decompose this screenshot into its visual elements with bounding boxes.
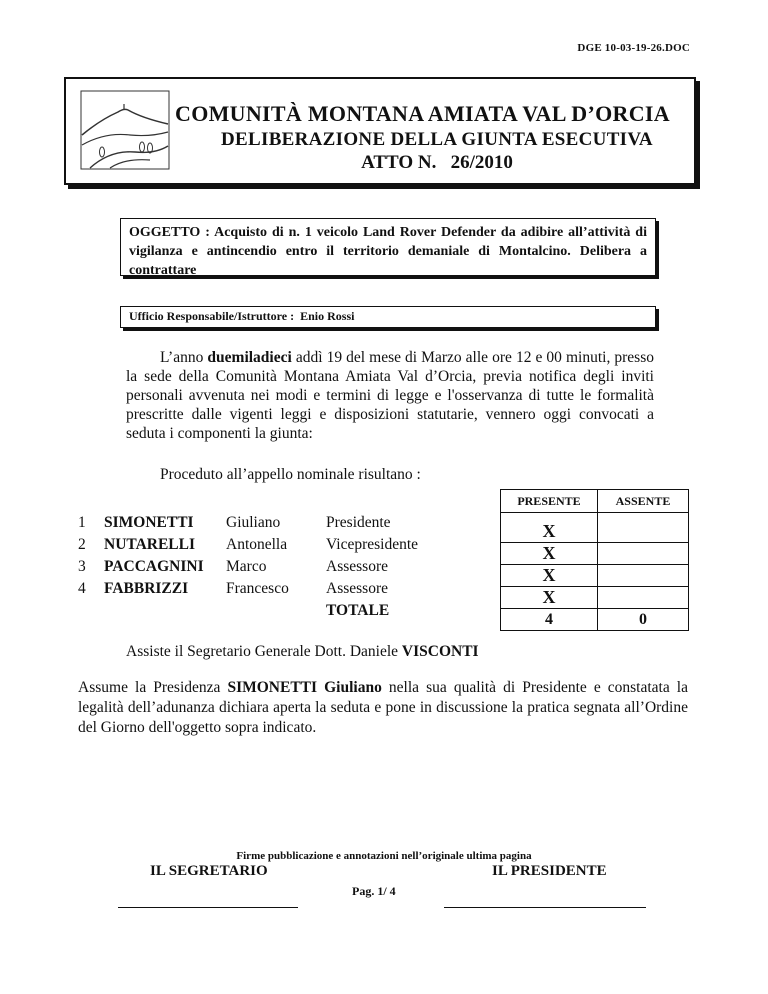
member-first-name: Antonella	[226, 536, 288, 553]
presente-header: PRESENTE	[501, 490, 598, 513]
landscape-logo	[80, 90, 170, 170]
member-row	[78, 554, 450, 576]
intro-part1: L’anno	[160, 349, 208, 366]
member-surname: SIMONETTI	[104, 514, 194, 531]
deliberation-title: DELIBERAZIONE DELLA GIUNTA ESECUTIVA	[221, 129, 653, 150]
member-number: 2	[78, 536, 86, 553]
member-row	[78, 510, 450, 532]
presente-mark: X	[501, 587, 598, 609]
member-first-name: Marco	[226, 558, 267, 575]
member-number: 4	[78, 580, 86, 597]
assiste-text: Assiste il Segretario Generale Dott. Daniele	[126, 643, 402, 660]
member-role: Vicepresidente	[326, 536, 419, 553]
members-table	[78, 510, 450, 620]
intro-part2: addì 19 del mese di Marzo alle ore 12 e 00 minuti, presso la sede della Comunità Montana Amiata Val d’Orcia, previa notifica degli inviti personali avvenuta nei modi e termini di legge e l'osservanza di tutte le formalità prescritte dalle vigenti leggi e disposizioni statutarie, vennero oggi convocati a seduta i componenti la giunta:	[126, 349, 655, 442]
member-first-name: Francesco	[226, 580, 289, 597]
assente-header: ASSENTE	[598, 490, 689, 513]
secretary-name: VISCONTI	[401, 643, 479, 660]
member-first-name: Giuliano	[226, 514, 281, 531]
presente-mark: X	[501, 565, 598, 587]
assente-mark	[598, 587, 689, 609]
assume-part2: nella sua qualità di Presidente e constatata la legalità dell’adunanza dichiara aperta la seduta e pone in discussione la pratica segnata all’Ordine del Giorno dell'oggetto sopra indicato.	[78, 679, 688, 736]
member-surname: PACCAGNINI	[104, 558, 204, 575]
assume-part1: Assume la Presidenza	[78, 679, 228, 696]
member-number: 1	[78, 514, 86, 531]
total-assente: 0	[598, 609, 689, 631]
total-row	[78, 598, 450, 620]
member-surname: NUTARELLI	[104, 536, 196, 553]
intro-paragraph	[126, 348, 654, 443]
presente-mark: X	[501, 543, 598, 565]
secretary-signature-label: IL SEGRETARIO	[150, 863, 268, 879]
member-role: Presidente	[326, 514, 391, 531]
member-role: Assessore	[326, 558, 388, 575]
intro-year: duemiladieci	[207, 349, 292, 366]
member-surname: FABBRIZZI	[104, 580, 189, 597]
secretary-signature-line	[118, 907, 298, 908]
total-label: TOTALE	[326, 602, 390, 619]
president-signature-label: IL PRESIDENTE	[492, 863, 607, 879]
member-number: 3	[78, 558, 86, 575]
page-number: Pag. 1/ 4	[352, 884, 396, 898]
assente-mark	[598, 521, 689, 543]
subject-box: OGGETTO : Acquisto di n. 1 veicolo Land Rover Defender da adibire all’attività di vigilanza e antincendio entro il territorio demaniale di Montalcino. Delibera a contrattare	[120, 218, 656, 276]
presente-mark: X	[501, 521, 598, 543]
member-row	[78, 532, 450, 554]
president-signature-line	[444, 907, 646, 908]
member-row	[78, 576, 450, 598]
secretary-line	[126, 643, 479, 661]
assente-mark	[598, 543, 689, 565]
organization-name: COMUNITÀ MONTANA AMIATA VAL D’ORCIA	[175, 101, 670, 126]
document-reference: DGE 10-03-19-26.DOC	[577, 42, 690, 54]
act-number: ATTO N. 26/2010	[361, 152, 513, 173]
total-presente: 4	[501, 609, 598, 631]
president-name: SIMONETTI Giuliano	[227, 679, 382, 696]
roll-call-text: Proceduto all’appello nominale risultano :	[160, 466, 421, 483]
presidency-paragraph	[78, 678, 688, 738]
presence-table	[500, 489, 689, 631]
member-role: Assessore	[326, 580, 388, 597]
signatures-note: Firme pubblicazione e annotazioni nell’originale ultima pagina	[236, 850, 532, 862]
responsible-office-box: Ufficio Responsabile/Istruttore : Enio Rossi	[120, 306, 656, 328]
assente-mark	[598, 565, 689, 587]
